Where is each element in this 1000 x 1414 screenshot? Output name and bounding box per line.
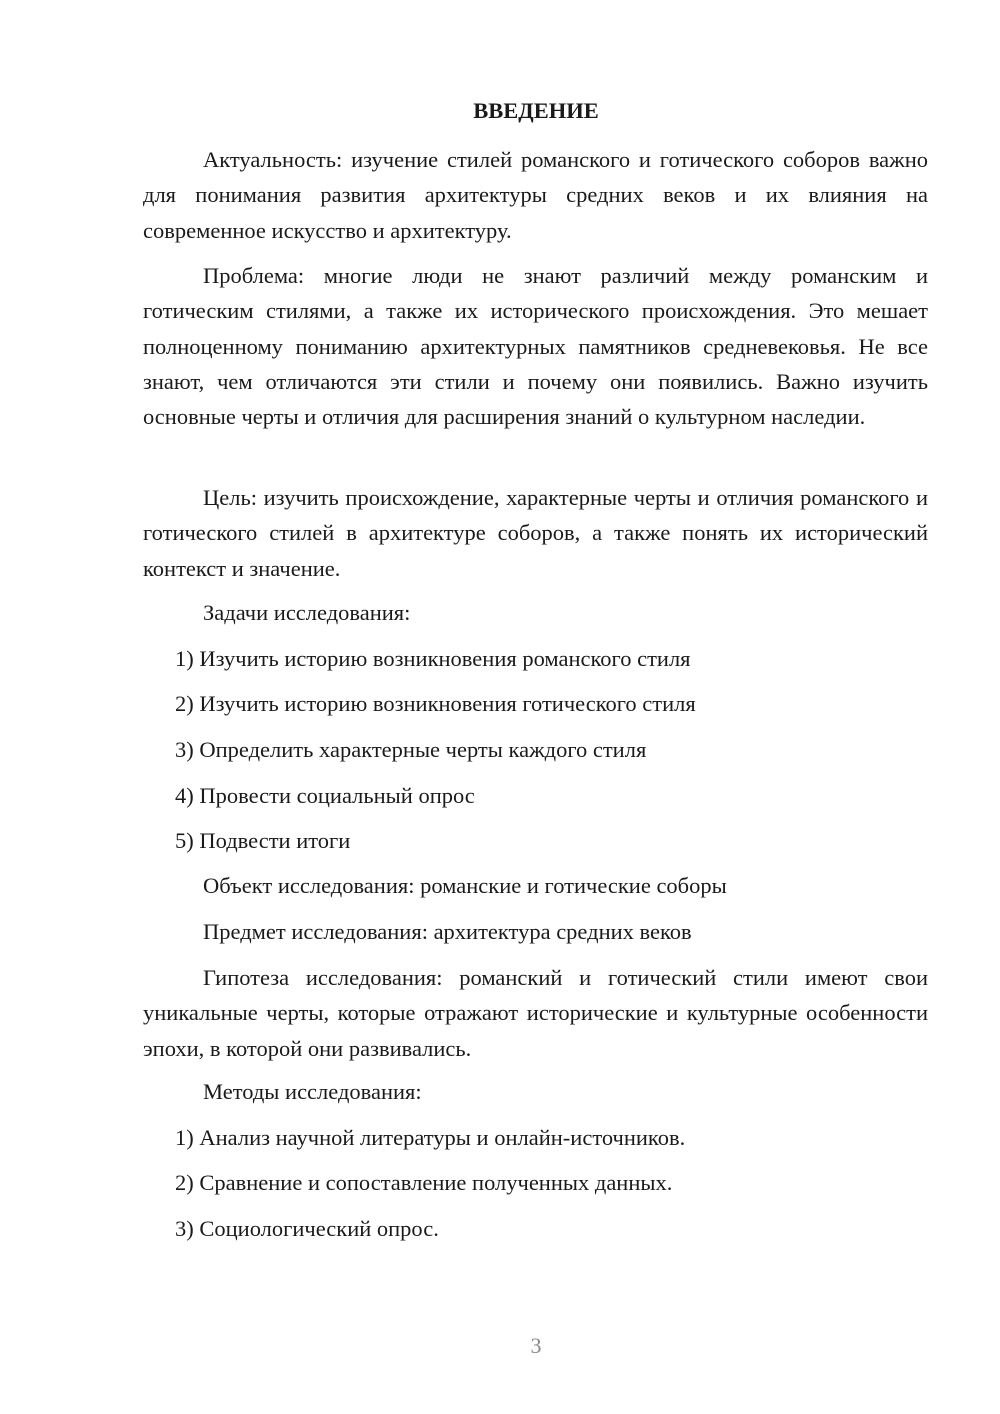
page-number: 3	[530, 1333, 542, 1358]
method-item: 2) Сравнение и сопоставление полученных данных.	[175, 1170, 673, 1195]
task-item: 2) Изучить историю возникновения готического стиля	[175, 691, 696, 716]
tasks-heading: Задачи исследования:	[203, 600, 411, 625]
page-title: ВВЕДЕНИЕ	[473, 98, 599, 123]
method-item: 3) Социологический опрос.	[175, 1216, 439, 1241]
problem-paragraph: Проблема: многие люди не знают различий между романским и готическим стилями, а также их исторического происхождения. Это мешает полноценному пониманию архитектурных памятников средневековья. Не все знают, чем отличаются эти стили и почему они появились. Важно изучить основные черты и отличия для расширения знаний о культурном наследии.	[143, 263, 928, 430]
method-item: 1) Анализ научной литературы и онлайн-источников.	[175, 1125, 686, 1150]
task-item: 1) Изучить историю возникновения романского стиля	[175, 646, 691, 671]
goal-paragraph: Цель: изучить происхождение, характерные черты и отличия романского и готического стилей в архитектуре соборов, а также понять их исторический контекст и значение.	[143, 485, 928, 581]
task-item: 5) Подвести итоги	[175, 828, 351, 853]
research-subject: Предмет исследования: архитектура средних веков	[203, 919, 692, 944]
hypothesis-paragraph: Гипотеза исследования: романский и готический стили имеют свои уникальные черты, которые отражают исторические и культурные особенности эпохи, в которой они развивались.	[143, 965, 928, 1061]
relevance-paragraph: Актуальность: изучение стилей романского и готического соборов важно для понимания развития архитектуры средних веков и их влияния на современное искусство и архитектуру.	[143, 147, 928, 243]
methods-heading: Методы исследования:	[203, 1079, 422, 1104]
task-item: 4) Провести социальный опрос	[175, 783, 475, 808]
task-item: 3) Определить характерные черты каждого стиля	[175, 737, 647, 762]
research-object: Объект исследования: романские и готические соборы	[203, 873, 727, 898]
